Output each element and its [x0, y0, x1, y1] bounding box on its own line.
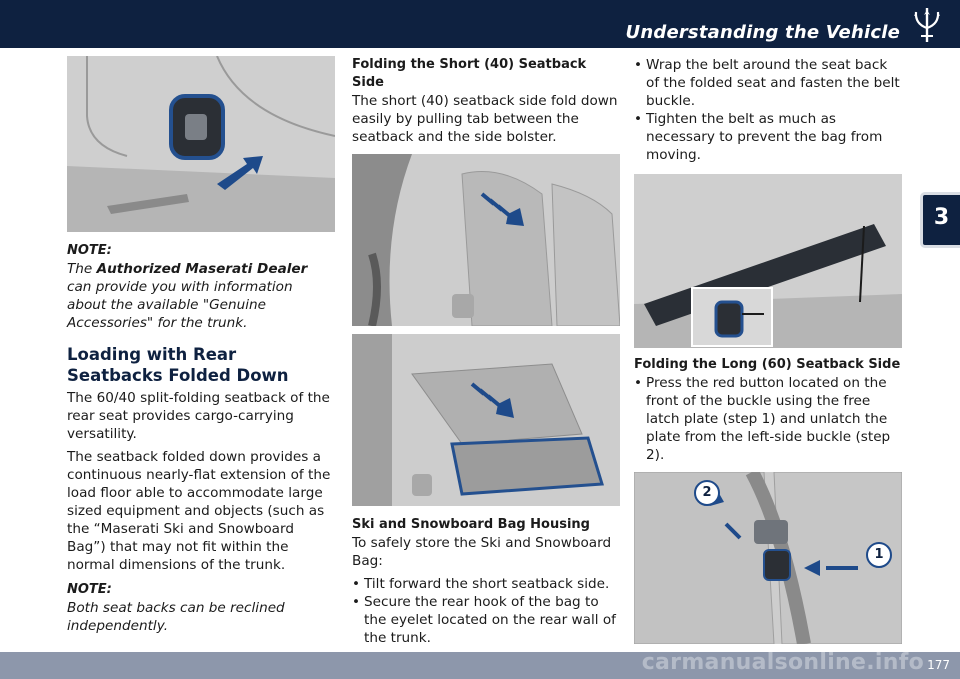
bullet-list [634, 374, 902, 464]
column-left [67, 56, 335, 635]
subheading: Folding the Long (60) Seatback Side [634, 357, 901, 372]
subheading: Ski and Snowboard Bag Housing [352, 517, 590, 532]
trunk-eyelet-figure [67, 56, 335, 232]
list-item: • Wrap the belt around the seat back of the folded seat and fasten the belt buckle. [634, 56, 902, 110]
trident-logo-icon [910, 6, 944, 44]
section-title: Understanding the Vehicle [625, 22, 900, 43]
list-item: • Tighten the belt as much as necessary to prevent the bag from moving. [634, 110, 902, 164]
chapter-tab[interactable] [920, 192, 960, 248]
column-middle [352, 56, 620, 647]
buckle-figure [634, 472, 902, 644]
bullet-list [634, 56, 902, 164]
callout-step-1: 1 [866, 542, 892, 568]
note-text: The Authorized Maserati Dealer can provide you with information about the available "Genuine Accessories" for the trunk. [67, 261, 308, 331]
note-label: NOTE: [67, 243, 112, 258]
chapter-number: 3 [933, 205, 950, 230]
folded-seatback-figure [352, 334, 620, 506]
ski-bag-figure [634, 174, 902, 348]
note-text: Both seat backs can be reclined independently. [67, 600, 285, 634]
list-item: • Press the red button located on the front of the buckle using the free latch plate (step 1) and unlatch the plate from the left-side buckle (step 2). [634, 374, 902, 464]
list-item: • Tilt forward the short seatback side. [352, 575, 620, 593]
paragraph: To safely store the Ski and Snowboard Bag: [352, 535, 612, 569]
section-heading: Loading with Rear Seatbacks Folded Down [67, 345, 289, 385]
callout-step-2: 2 [694, 480, 720, 506]
note-label: NOTE: [67, 582, 112, 597]
page-header [0, 0, 960, 48]
page-number: 177 [927, 658, 950, 672]
list-item: • Secure the rear hook of the bag to the eyelet located on the rear wall of the trunk. [352, 593, 620, 647]
dealer-name: Authorized Maserati Dealer [96, 261, 308, 277]
paragraph: The short (40) seatback side fold down easily by pulling tab between the seatback and the side bolster. [352, 93, 618, 145]
short-seatback-figure [352, 154, 620, 326]
buckle-figure-wrap [634, 472, 902, 644]
watermark: carmanualsonline.info [641, 650, 924, 675]
bullet-list [352, 575, 620, 647]
paragraph: The seatback folded down provides a continuous nearly-flat extension of the load floor able to accommodate large sized equipment and objects (such as the “Maserati Ski and Snowboard Bag”) that may not fit within the normal dimensions of the trunk. [67, 449, 331, 573]
subheading: Folding the Short (40) Seatback Side [352, 57, 587, 90]
column-right [634, 56, 902, 644]
paragraph: The 60/40 split-folding seatback of the rear seat provides cargo-carrying versatility. [67, 390, 330, 442]
